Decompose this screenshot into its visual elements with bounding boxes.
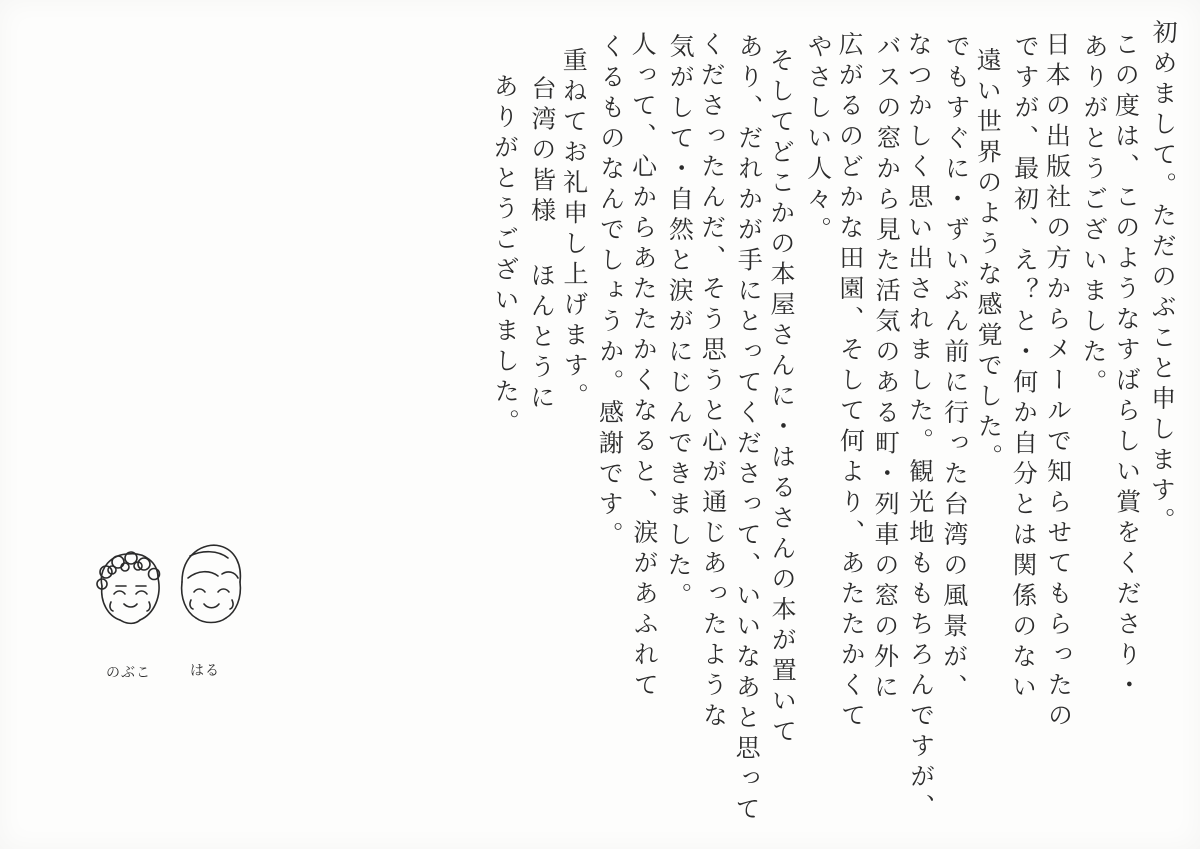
- letter-column: 日本の出版社の方からメールで知らせてもらったの: [1042, 30, 1074, 733]
- letter-column: この度は、このようなすばらしい賞をくださり・: [1111, 30, 1143, 703]
- letter-column: そしてどこかの本屋さんに・はるさんの本が置いて: [766, 46, 798, 749]
- letter-column: くるものなんでしょうか。感謝です。: [594, 32, 626, 552]
- signature-name-nobuko: のぶこ: [106, 665, 151, 681]
- letter-column: ありがとうございました。: [1078, 32, 1109, 400]
- letter-column: 台湾の皆様 ほんとうに: [526, 74, 557, 415]
- letter-column: でもすぐに・ずいぶん前に行った台湾の風景が、: [938, 32, 971, 705]
- signature-name-haru: はる: [190, 663, 220, 679]
- letter-column: 遠い世界のような感覚でした。: [973, 46, 1004, 475]
- signature-names: [78, 660, 288, 700]
- letter-column: やさしい人々。: [802, 32, 833, 247]
- letter-column: ありがとうございました。: [490, 72, 521, 440]
- letter-column: 重ねてお礼申し上げます。: [559, 46, 590, 414]
- letter-column: 広がるのどかな田園、そして何より、あたたかくて: [835, 30, 867, 733]
- letter-column: くださったんだ、そう思うと心が通じあったような: [697, 30, 729, 733]
- letter-column: 気がして・自然と涙がにじんできました。: [663, 32, 695, 613]
- letter-column: 初めまして。ただのぶこと申します。: [1146, 18, 1178, 538]
- letter-column: なつかしく思い出されました。観光地ももちろんですが、: [904, 30, 936, 825]
- letter-column: 人って、心からあたたかくなると、涙があふれて: [628, 30, 660, 703]
- letter-body: [26, 18, 1178, 835]
- letter-column: あり、だれかが手にとってくださって、いいなあと思って: [731, 32, 764, 827]
- letter-column: バスの窓から見た活気のある町・列車の窓の外に: [869, 32, 902, 705]
- letter-column: ですが、最初、え？と・何か自分とは関係のない: [1007, 32, 1040, 705]
